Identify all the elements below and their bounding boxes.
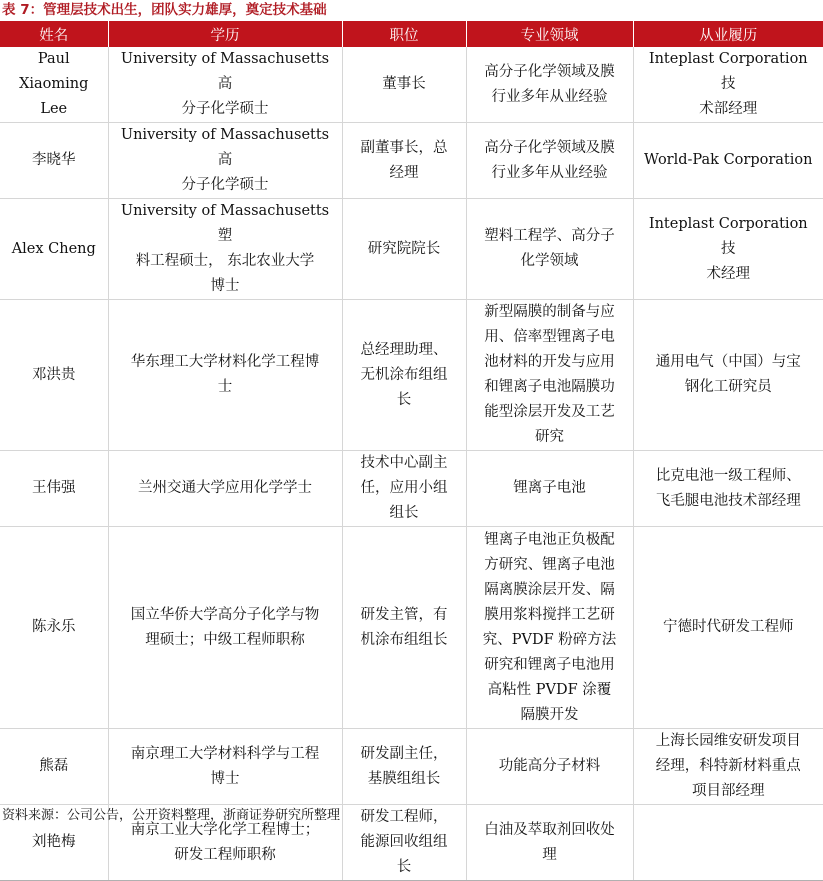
cell-line: 华东理工大学材料化学工程博 [130,354,320,370]
cell-line: 池材料的开发与应用 [484,354,615,370]
cell-position [342,451,466,527]
cell-line: Xiaoming Lee [19,76,89,117]
cell-line: 南京理工大学材料科学与工程 [130,745,320,762]
cell-line: 技术中心副主 [360,455,448,471]
cell-education [108,123,342,199]
cell-name [0,47,108,123]
cell-line: 比克电池一级工程师、 [655,467,801,484]
cell-education [108,199,342,300]
cell-career [633,123,823,199]
cell-line: 理硕士；中级工程师职称 [145,631,305,648]
cell-field [466,47,633,123]
cell-line: 飞毛腿电池技术部经理 [655,492,801,509]
cell-career [633,47,823,123]
table-caption: 表 7：管理层技术出生，团队实力雄厚，奠定技术基础 [2,2,327,18]
cell-field [466,199,633,300]
cell-line: 博士 [210,770,240,787]
cell-career [633,805,823,881]
cell-line: 行业多年从业经验 [491,164,608,181]
cell-line: 总经理助理、 [360,341,448,358]
cell-line: 锂离子电池 [513,480,586,496]
cell-line: 项目部经理 [692,783,765,799]
cell-line: 钢化工研究员 [684,379,772,395]
cell-line: 研究院院长 [367,240,441,257]
cell-education [108,300,342,451]
cell-field [466,527,633,729]
header-field: 专业领域 [466,21,633,47]
cell-line: Inteplast Corporation 技 [648,51,808,92]
cell-line: 经理 [389,164,419,181]
cell-position [342,199,466,300]
source-note: 资料来源：公司公告，公开资料整理，浙商证券研究所整理 [2,808,341,823]
cell-line: 基膜组组长 [367,770,441,787]
table-row [0,527,823,729]
table-row [0,300,823,451]
cell-name [0,300,108,451]
cell-name [0,451,108,527]
header-row [0,21,823,47]
cell-line: 上海长园维安研发项目 [655,733,801,749]
cell-position [342,805,466,881]
cell-line: 和锂离子电池隔膜功 [484,379,615,395]
cell-line: 研发工程师， [360,809,448,825]
cell-career [633,300,823,451]
cell-position [342,123,466,199]
cell-line: 理 [542,846,557,863]
cell-line: 分子化学硕士 [181,177,269,193]
cell-line: 分子化学硕士 [181,101,269,117]
cell-career [633,527,823,729]
cell-line: 李晓华 [32,152,76,168]
header-career: 从业履历 [633,21,823,47]
cell-position [342,729,466,805]
cell-career [633,199,823,300]
cell-line: 刘艳梅 [32,834,76,850]
cell-line: 熊磊 [39,758,69,774]
cell-line: 用、倍率型锂离子电 [484,329,615,345]
table-row [0,199,823,300]
cell-line: 国立华侨大学高分子化学与物 [130,606,320,623]
cell-line: 化学领域 [520,253,579,269]
cell-line: Inteplast Corporation 技 [648,215,808,257]
cell-line: 术经理 [706,265,750,282]
cell-line: 副董事长，总 [360,139,448,156]
cell-line: 机涂布组组长 [360,631,448,648]
cell-name [0,199,108,300]
header-position: 职位 [342,21,466,47]
cell-line: 功能高分子材料 [498,758,601,774]
cell-line: 王伟强 [32,480,76,496]
header-name: 姓名 [0,21,108,47]
cell-line: 研究 [535,429,564,445]
cell-name [0,527,108,729]
cell-education [108,729,342,805]
cell-position [342,300,466,451]
cell-line: 究、PVDF 粉碎方法 [482,631,617,648]
cell-line: 能源回收组组 [360,834,448,850]
cell-line: 隔离膜涂层开发、隔 [484,581,615,598]
cell-line: 方研究、锂离子电池 [484,556,615,573]
cell-line: 南京工业大学化学工程博士； [130,821,320,838]
cell-line: 高分子化学领域及膜 [484,139,615,156]
cell-line: 料工程硕士， 东北农业大学 [135,253,315,269]
cell-field [466,805,633,881]
cell-line: 隔膜开发 [520,706,579,723]
cell-line: 高粘性 PVDF 涂覆 [487,681,612,698]
cell-career [633,451,823,527]
table-row [0,451,823,527]
cell-field [466,123,633,199]
cell-line: 行业多年从业经验 [491,88,608,105]
cell-line: 董事长 [382,76,426,92]
cell-position [342,527,466,729]
cell-line: World-Pak Corporation [644,152,813,168]
cell-line: 研发主管，有 [360,606,448,623]
cell-line: 博士 [210,278,240,294]
table-body [0,47,823,881]
cell-field [466,451,633,527]
cell-line: University of Massachusetts 塑 [120,203,330,244]
cell-education [108,527,342,729]
management-table [0,21,823,881]
cell-line: Alex Cheng [11,240,96,257]
cell-line: 无机涂布组组 [360,366,448,383]
cell-line: Paul [37,51,70,67]
cell-line: 陈永乐 [32,619,76,635]
table-row [0,729,823,805]
cell-line: 术部经理 [699,101,758,117]
cell-name [0,123,108,199]
header-education: 学历 [108,21,342,47]
cell-line: 高分子化学领域及膜 [484,63,615,80]
cell-line: 兰州交通大学应用化学学士 [138,480,312,496]
cell-line: 长 [396,859,412,875]
cell-name [0,729,108,805]
table-row [0,47,823,123]
cell-line: 通用电气（中国）与宝 [655,354,801,370]
table-row [0,123,823,199]
cell-line: 塑料工程学、高分子 [484,228,615,244]
cell-field [466,300,633,451]
cell-line: 膜用浆料搅拌工艺研 [484,606,615,623]
cell-line: 士 [217,379,233,395]
cell-education [108,47,342,123]
cell-line: University of Massachusetts 高 [120,127,330,168]
cell-line: University of Massachusetts 高 [120,51,330,92]
cell-line: 白油及萃取剂回收处 [484,821,615,838]
cell-line: 能型涂层开发及工艺 [484,404,615,420]
cell-line: 研发副主任， [360,745,448,762]
cell-line: 研究和锂离子电池用 [484,656,615,673]
cell-field [466,729,633,805]
cell-position [342,47,466,123]
cell-line: 宁德时代研发工程师 [663,619,794,635]
cell-line: 任，应用小组 [360,480,448,496]
cell-line: 组长 [389,505,419,521]
cell-career [633,729,823,805]
cell-line: 锂离子电池正负极配 [484,531,615,548]
cell-education [108,451,342,527]
cell-line: 经理，科特新材料重点 [655,758,801,774]
cell-line: 新型隔膜的制备与应 [484,304,615,320]
cell-line: 研发工程师职称 [174,846,276,863]
cell-line: 邓洪贵 [32,366,76,383]
cell-line: 长 [396,391,412,408]
